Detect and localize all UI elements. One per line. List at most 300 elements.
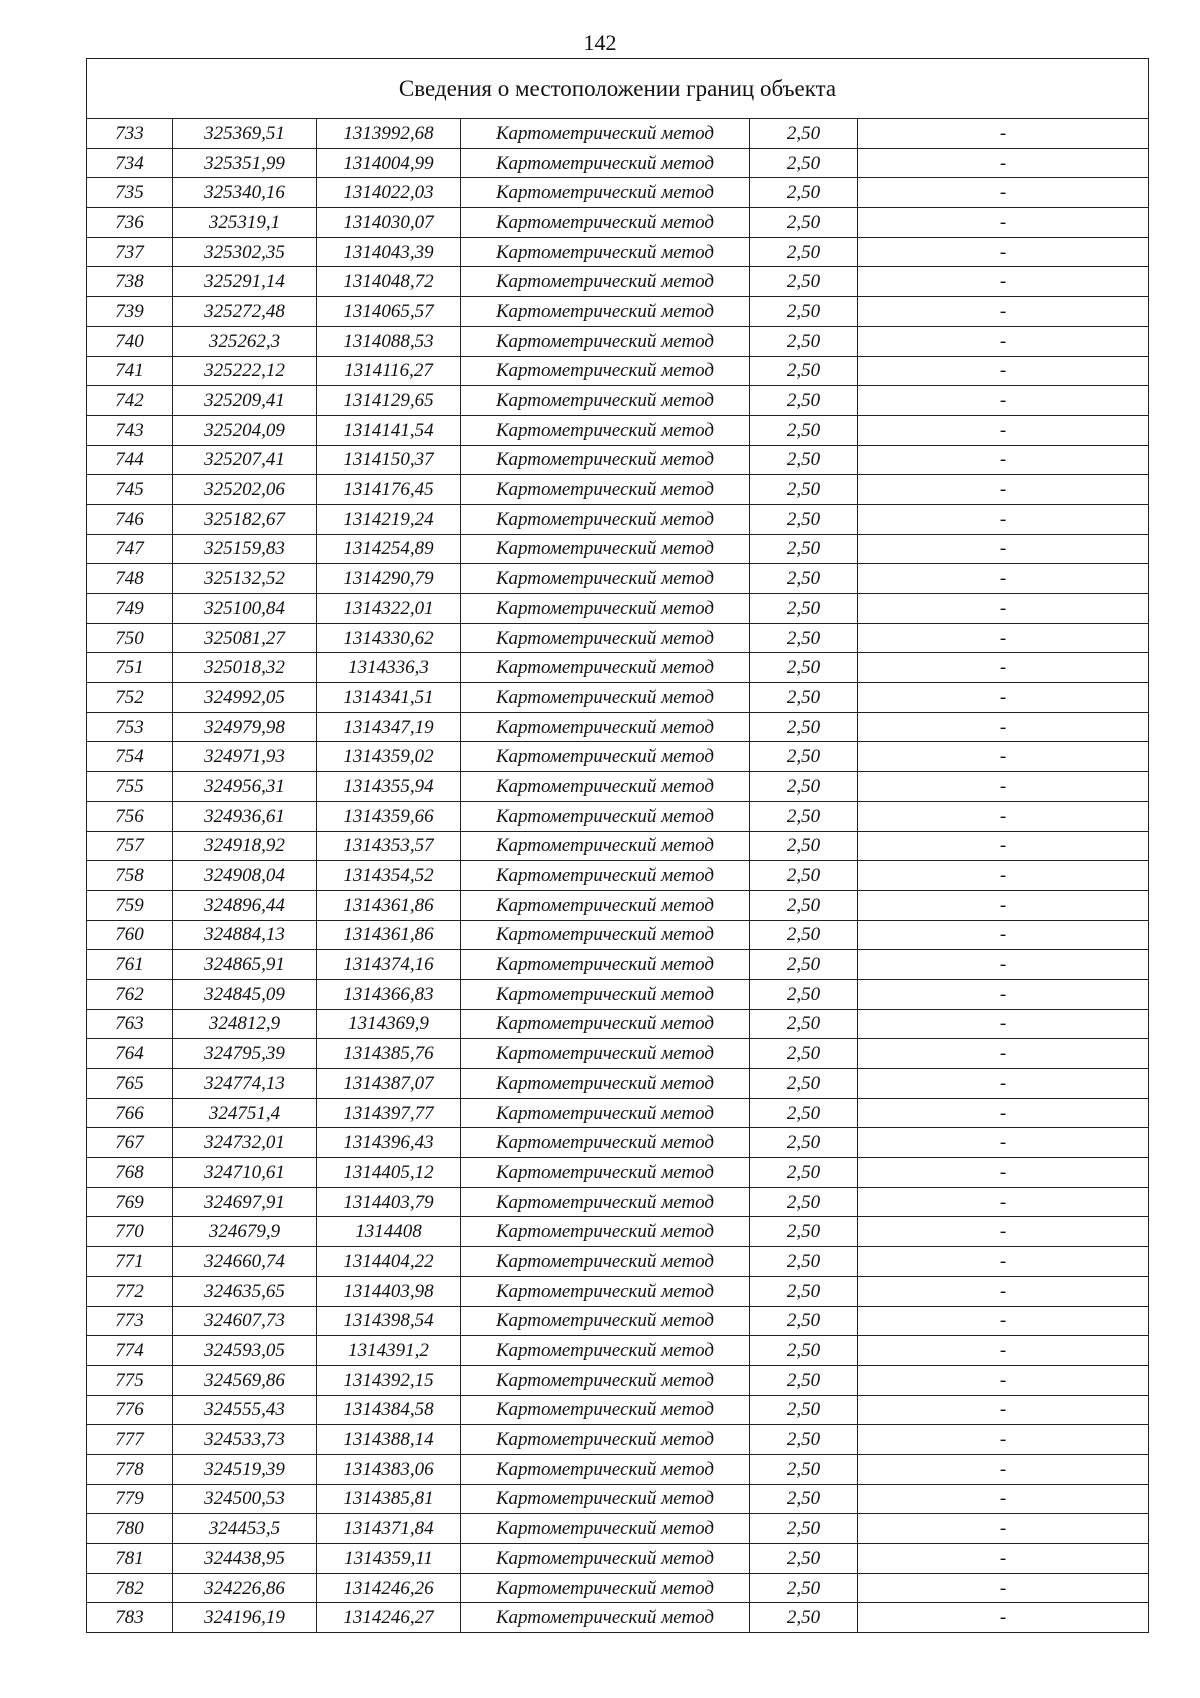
x-coordinate-cell: 325207,41 [173, 445, 317, 475]
accuracy-cell: 2,50 [750, 950, 858, 980]
description-cell: - [858, 119, 1149, 149]
point-number-cell: 752 [87, 683, 173, 713]
table-row [87, 326, 1149, 356]
method-cell: Картометрический метод [461, 237, 750, 267]
point-number-cell: 734 [87, 148, 173, 178]
y-coordinate-cell: 1314396,43 [317, 1128, 461, 1158]
x-coordinate-cell: 325018,32 [173, 653, 317, 683]
accuracy-cell: 2,50 [750, 1425, 858, 1455]
table-row [87, 772, 1149, 802]
table-row [87, 979, 1149, 1009]
y-coordinate-cell: 1314404,22 [317, 1247, 461, 1277]
y-coordinate-cell: 1314385,76 [317, 1039, 461, 1069]
table-row [87, 1069, 1149, 1099]
method-cell: Картометрический метод [461, 356, 750, 386]
point-number-cell: 778 [87, 1454, 173, 1484]
table-row [87, 1484, 1149, 1514]
description-cell: - [858, 772, 1149, 802]
table-row [87, 831, 1149, 861]
y-coordinate-cell: 1314361,86 [317, 890, 461, 920]
table-row [87, 1544, 1149, 1574]
accuracy-cell: 2,50 [750, 1187, 858, 1217]
method-cell: Картометрический метод [461, 831, 750, 861]
y-coordinate-cell: 1314383,06 [317, 1454, 461, 1484]
method-cell: Картометрический метод [461, 386, 750, 416]
table-row [87, 683, 1149, 713]
description-cell: - [858, 801, 1149, 831]
method-cell: Картометрический метод [461, 475, 750, 505]
point-number-cell: 742 [87, 386, 173, 416]
x-coordinate-cell: 324593,05 [173, 1336, 317, 1366]
accuracy-cell: 2,50 [750, 178, 858, 208]
method-cell: Картометрический метод [461, 415, 750, 445]
method-cell: Картометрический метод [461, 119, 750, 149]
description-cell: - [858, 415, 1149, 445]
method-cell: Картометрический метод [461, 534, 750, 564]
table-row [87, 742, 1149, 772]
x-coordinate-cell: 325081,27 [173, 623, 317, 653]
description-cell: - [858, 653, 1149, 683]
description-cell: - [858, 683, 1149, 713]
x-coordinate-cell: 324795,39 [173, 1039, 317, 1069]
point-number-cell: 761 [87, 950, 173, 980]
x-coordinate-cell: 325340,16 [173, 178, 317, 208]
method-cell: Картометрический метод [461, 1187, 750, 1217]
point-number-cell: 756 [87, 801, 173, 831]
y-coordinate-cell: 1314048,72 [317, 267, 461, 297]
point-number-cell: 771 [87, 1247, 173, 1277]
y-coordinate-cell: 1314246,27 [317, 1603, 461, 1633]
method-cell: Картометрический метод [461, 1484, 750, 1514]
table-row [87, 712, 1149, 742]
accuracy-cell: 2,50 [750, 504, 858, 534]
method-cell: Картометрический метод [461, 950, 750, 980]
accuracy-cell: 2,50 [750, 445, 858, 475]
method-cell: Картометрический метод [461, 1425, 750, 1455]
description-cell: - [858, 326, 1149, 356]
description-cell: - [858, 594, 1149, 624]
x-coordinate-cell: 324569,86 [173, 1365, 317, 1395]
description-cell: - [858, 1514, 1149, 1544]
method-cell: Картометрический метод [461, 1454, 750, 1484]
point-number-cell: 781 [87, 1544, 173, 1574]
accuracy-cell: 2,50 [750, 534, 858, 564]
x-coordinate-cell: 324896,44 [173, 890, 317, 920]
accuracy-cell: 2,50 [750, 475, 858, 505]
point-number-cell: 780 [87, 1514, 173, 1544]
point-number-cell: 748 [87, 564, 173, 594]
table-row [87, 801, 1149, 831]
description-cell: - [858, 831, 1149, 861]
description-cell: - [858, 1158, 1149, 1188]
point-number-cell: 772 [87, 1276, 173, 1306]
y-coordinate-cell: 1314369,9 [317, 1009, 461, 1039]
x-coordinate-cell: 324812,9 [173, 1009, 317, 1039]
point-number-cell: 763 [87, 1009, 173, 1039]
description-cell: - [858, 267, 1149, 297]
point-number-cell: 770 [87, 1217, 173, 1247]
table-row [87, 237, 1149, 267]
x-coordinate-cell: 324500,53 [173, 1484, 317, 1514]
y-coordinate-cell: 1314043,39 [317, 237, 461, 267]
accuracy-cell: 2,50 [750, 653, 858, 683]
x-coordinate-cell: 325319,1 [173, 208, 317, 238]
x-coordinate-cell: 325132,52 [173, 564, 317, 594]
table-row [87, 653, 1149, 683]
x-coordinate-cell: 324936,61 [173, 801, 317, 831]
table-row [87, 178, 1149, 208]
table-row [87, 1039, 1149, 1069]
x-coordinate-cell: 324519,39 [173, 1454, 317, 1484]
accuracy-cell: 2,50 [750, 326, 858, 356]
method-cell: Картометрический метод [461, 178, 750, 208]
table-row [87, 1425, 1149, 1455]
y-coordinate-cell: 1314355,94 [317, 772, 461, 802]
table-row [87, 1336, 1149, 1366]
point-number-cell: 743 [87, 415, 173, 445]
method-cell: Картометрический метод [461, 623, 750, 653]
point-number-cell: 747 [87, 534, 173, 564]
point-number-cell: 767 [87, 1128, 173, 1158]
y-coordinate-cell: 1314397,77 [317, 1098, 461, 1128]
point-number-cell: 762 [87, 979, 173, 1009]
accuracy-cell: 2,50 [750, 801, 858, 831]
method-cell: Картометрический метод [461, 742, 750, 772]
point-number-cell: 744 [87, 445, 173, 475]
table-row [87, 1158, 1149, 1188]
accuracy-cell: 2,50 [750, 564, 858, 594]
table-row [87, 356, 1149, 386]
table-row [87, 297, 1149, 327]
table-row [87, 890, 1149, 920]
x-coordinate-cell: 324453,5 [173, 1514, 317, 1544]
accuracy-cell: 2,50 [750, 1009, 858, 1039]
description-cell: - [858, 1425, 1149, 1455]
point-number-cell: 782 [87, 1573, 173, 1603]
y-coordinate-cell: 1314361,86 [317, 920, 461, 950]
accuracy-cell: 2,50 [750, 683, 858, 713]
accuracy-cell: 2,50 [750, 742, 858, 772]
description-cell: - [858, 1098, 1149, 1128]
accuracy-cell: 2,50 [750, 356, 858, 386]
point-number-cell: 757 [87, 831, 173, 861]
x-coordinate-cell: 325204,09 [173, 415, 317, 445]
point-number-cell: 754 [87, 742, 173, 772]
method-cell: Картометрический метод [461, 801, 750, 831]
point-number-cell: 755 [87, 772, 173, 802]
x-coordinate-cell: 325209,41 [173, 386, 317, 416]
x-coordinate-cell: 325159,83 [173, 534, 317, 564]
x-coordinate-cell: 324438,95 [173, 1544, 317, 1574]
method-cell: Картометрический метод [461, 772, 750, 802]
method-cell: Картометрический метод [461, 1395, 750, 1425]
point-number-cell: 764 [87, 1039, 173, 1069]
description-cell: - [858, 1187, 1149, 1217]
method-cell: Картометрический метод [461, 920, 750, 950]
description-cell: - [858, 1395, 1149, 1425]
description-cell: - [858, 623, 1149, 653]
y-coordinate-cell: 1314354,52 [317, 861, 461, 891]
description-cell: - [858, 1484, 1149, 1514]
x-coordinate-cell: 324751,4 [173, 1098, 317, 1128]
y-coordinate-cell: 1314030,07 [317, 208, 461, 238]
method-cell: Картометрический метод [461, 1247, 750, 1277]
point-number-cell: 745 [87, 475, 173, 505]
description-cell: - [858, 1247, 1149, 1277]
description-cell: - [858, 1306, 1149, 1336]
method-cell: Картометрический метод [461, 594, 750, 624]
x-coordinate-cell: 325262,3 [173, 326, 317, 356]
y-coordinate-cell: 1314254,89 [317, 534, 461, 564]
method-cell: Картометрический метод [461, 1098, 750, 1128]
method-cell: Картометрический метод [461, 653, 750, 683]
y-coordinate-cell: 1314359,11 [317, 1544, 461, 1574]
method-cell: Картометрический метод [461, 1514, 750, 1544]
table-row [87, 1365, 1149, 1395]
description-cell: - [858, 742, 1149, 772]
boundary-coordinates-table [86, 58, 1149, 1633]
accuracy-cell: 2,50 [750, 1098, 858, 1128]
accuracy-cell: 2,50 [750, 1039, 858, 1069]
method-cell: Картометрический метод [461, 1544, 750, 1574]
x-coordinate-cell: 324918,92 [173, 831, 317, 861]
point-number-cell: 777 [87, 1425, 173, 1455]
table-row [87, 504, 1149, 534]
description-cell: - [858, 208, 1149, 238]
description-cell: - [858, 445, 1149, 475]
table-row [87, 1454, 1149, 1484]
accuracy-cell: 2,50 [750, 119, 858, 149]
method-cell: Картометрический метод [461, 1336, 750, 1366]
description-cell: - [858, 148, 1149, 178]
y-coordinate-cell: 1314176,45 [317, 475, 461, 505]
y-coordinate-cell: 1314359,02 [317, 742, 461, 772]
table-row [87, 1247, 1149, 1277]
x-coordinate-cell: 324660,74 [173, 1247, 317, 1277]
point-number-cell: 736 [87, 208, 173, 238]
point-number-cell: 735 [87, 178, 173, 208]
y-coordinate-cell: 1314366,83 [317, 979, 461, 1009]
point-number-cell: 758 [87, 861, 173, 891]
description-cell: - [858, 297, 1149, 327]
method-cell: Картометрический метод [461, 1009, 750, 1039]
point-number-cell: 738 [87, 267, 173, 297]
x-coordinate-cell: 325182,67 [173, 504, 317, 534]
y-coordinate-cell: 1314290,79 [317, 564, 461, 594]
x-coordinate-cell: 324956,31 [173, 772, 317, 802]
point-number-cell: 774 [87, 1336, 173, 1366]
table-row [87, 208, 1149, 238]
description-cell: - [858, 861, 1149, 891]
accuracy-cell: 2,50 [750, 1484, 858, 1514]
point-number-cell: 749 [87, 594, 173, 624]
table-row [87, 950, 1149, 980]
accuracy-cell: 2,50 [750, 1128, 858, 1158]
table-row [87, 1128, 1149, 1158]
y-coordinate-cell: 1314359,66 [317, 801, 461, 831]
description-cell: - [858, 979, 1149, 1009]
point-number-cell: 733 [87, 119, 173, 149]
description-cell: - [858, 1454, 1149, 1484]
x-coordinate-cell: 324697,91 [173, 1187, 317, 1217]
point-number-cell: 741 [87, 356, 173, 386]
method-cell: Картометрический метод [461, 890, 750, 920]
y-coordinate-cell: 1314403,98 [317, 1276, 461, 1306]
point-number-cell: 760 [87, 920, 173, 950]
method-cell: Картометрический метод [461, 1603, 750, 1633]
accuracy-cell: 2,50 [750, 890, 858, 920]
y-coordinate-cell: 1313992,68 [317, 119, 461, 149]
table-row [87, 1306, 1149, 1336]
point-number-cell: 751 [87, 653, 173, 683]
description-cell: - [858, 475, 1149, 505]
method-cell: Картометрический метод [461, 1158, 750, 1188]
y-coordinate-cell: 1314004,99 [317, 148, 461, 178]
y-coordinate-cell: 1314374,16 [317, 950, 461, 980]
x-coordinate-cell: 325351,99 [173, 148, 317, 178]
table-row [87, 1187, 1149, 1217]
accuracy-cell: 2,50 [750, 1514, 858, 1544]
method-cell: Картометрический метод [461, 1306, 750, 1336]
y-coordinate-cell: 1314403,79 [317, 1187, 461, 1217]
point-number-cell: 739 [87, 297, 173, 327]
accuracy-cell: 2,50 [750, 1276, 858, 1306]
description-cell: - [858, 1544, 1149, 1574]
accuracy-cell: 2,50 [750, 1544, 858, 1574]
description-cell: - [858, 1573, 1149, 1603]
accuracy-cell: 2,50 [750, 1069, 858, 1099]
description-cell: - [858, 1336, 1149, 1366]
accuracy-cell: 2,50 [750, 1306, 858, 1336]
method-cell: Картометрический метод [461, 1365, 750, 1395]
y-coordinate-cell: 1314387,07 [317, 1069, 461, 1099]
method-cell: Картометрический метод [461, 208, 750, 238]
y-coordinate-cell: 1314022,03 [317, 178, 461, 208]
x-coordinate-cell: 325222,12 [173, 356, 317, 386]
accuracy-cell: 2,50 [750, 1454, 858, 1484]
accuracy-cell: 2,50 [750, 831, 858, 861]
method-cell: Картометрический метод [461, 1573, 750, 1603]
x-coordinate-cell: 325369,51 [173, 119, 317, 149]
description-cell: - [858, 386, 1149, 416]
accuracy-cell: 2,50 [750, 1158, 858, 1188]
accuracy-cell: 2,50 [750, 1217, 858, 1247]
method-cell: Картометрический метод [461, 979, 750, 1009]
table-title: Сведения о местоположении границ объекта [87, 59, 1149, 119]
table-row [87, 148, 1149, 178]
y-coordinate-cell: 1314388,14 [317, 1425, 461, 1455]
accuracy-cell: 2,50 [750, 148, 858, 178]
accuracy-cell: 2,50 [750, 267, 858, 297]
x-coordinate-cell: 324865,91 [173, 950, 317, 980]
accuracy-cell: 2,50 [750, 594, 858, 624]
y-coordinate-cell: 1314341,51 [317, 683, 461, 713]
description-cell: - [858, 1039, 1149, 1069]
x-coordinate-cell: 324533,73 [173, 1425, 317, 1455]
description-cell: - [858, 178, 1149, 208]
description-cell: - [858, 950, 1149, 980]
y-coordinate-cell: 1314391,2 [317, 1336, 461, 1366]
x-coordinate-cell: 324226,86 [173, 1573, 317, 1603]
accuracy-cell: 2,50 [750, 1247, 858, 1277]
table-row [87, 623, 1149, 653]
point-number-cell: 750 [87, 623, 173, 653]
x-coordinate-cell: 325202,06 [173, 475, 317, 505]
description-cell: - [858, 237, 1149, 267]
x-coordinate-cell: 324555,43 [173, 1395, 317, 1425]
point-number-cell: 779 [87, 1484, 173, 1514]
table-row [87, 920, 1149, 950]
accuracy-cell: 2,50 [750, 1336, 858, 1366]
table-row [87, 445, 1149, 475]
point-number-cell: 773 [87, 1306, 173, 1336]
x-coordinate-cell: 324679,9 [173, 1217, 317, 1247]
x-coordinate-cell: 324774,13 [173, 1069, 317, 1099]
table-row [87, 475, 1149, 505]
point-number-cell: 768 [87, 1158, 173, 1188]
y-coordinate-cell: 1314219,24 [317, 504, 461, 534]
x-coordinate-cell: 324607,73 [173, 1306, 317, 1336]
point-number-cell: 746 [87, 504, 173, 534]
method-cell: Картометрический метод [461, 1217, 750, 1247]
table-row [87, 1098, 1149, 1128]
x-coordinate-cell: 324971,93 [173, 742, 317, 772]
method-cell: Картометрический метод [461, 1128, 750, 1158]
accuracy-cell: 2,50 [750, 1365, 858, 1395]
y-coordinate-cell: 1314150,37 [317, 445, 461, 475]
table-row [87, 1395, 1149, 1425]
y-coordinate-cell: 1314141,54 [317, 415, 461, 445]
x-coordinate-cell: 324845,09 [173, 979, 317, 1009]
method-cell: Картометрический метод [461, 326, 750, 356]
table-row [87, 119, 1149, 149]
accuracy-cell: 2,50 [750, 386, 858, 416]
accuracy-cell: 2,50 [750, 772, 858, 802]
table-body [87, 119, 1149, 1633]
point-number-cell: 737 [87, 237, 173, 267]
y-coordinate-cell: 1314322,01 [317, 594, 461, 624]
x-coordinate-cell: 324908,04 [173, 861, 317, 891]
method-cell: Картометрический метод [461, 267, 750, 297]
table-row [87, 1276, 1149, 1306]
point-number-cell: 776 [87, 1395, 173, 1425]
x-coordinate-cell: 325302,35 [173, 237, 317, 267]
method-cell: Картометрический метод [461, 1276, 750, 1306]
method-cell: Картометрический метод [461, 1039, 750, 1069]
x-coordinate-cell: 324979,98 [173, 712, 317, 742]
description-cell: - [858, 1365, 1149, 1395]
method-cell: Картометрический метод [461, 445, 750, 475]
method-cell: Картометрический метод [461, 683, 750, 713]
y-coordinate-cell: 1314408 [317, 1217, 461, 1247]
accuracy-cell: 2,50 [750, 861, 858, 891]
x-coordinate-cell: 324710,61 [173, 1158, 317, 1188]
accuracy-cell: 2,50 [750, 1395, 858, 1425]
y-coordinate-cell: 1314330,62 [317, 623, 461, 653]
point-number-cell: 775 [87, 1365, 173, 1395]
accuracy-cell: 2,50 [750, 208, 858, 238]
accuracy-cell: 2,50 [750, 1573, 858, 1603]
description-cell: - [858, 1069, 1149, 1099]
accuracy-cell: 2,50 [750, 237, 858, 267]
accuracy-cell: 2,50 [750, 297, 858, 327]
point-number-cell: 753 [87, 712, 173, 742]
x-coordinate-cell: 324635,65 [173, 1276, 317, 1306]
point-number-cell: 769 [87, 1187, 173, 1217]
table-row [87, 564, 1149, 594]
table-row [87, 267, 1149, 297]
table-row [87, 1573, 1149, 1603]
